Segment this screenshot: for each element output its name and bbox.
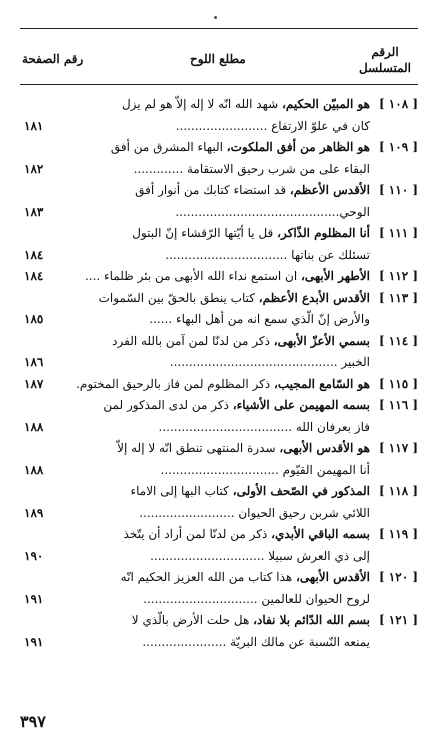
entry-page-number: ١٨٨ [22,460,47,482]
entry-number: [ ١١٨ ] [378,484,418,498]
entry-title: أنا المظلوم الذّاكر، [277,226,370,240]
entry-number: [ ١٢٠ ] [378,570,418,584]
entry-number: [ ١١٩ ] [378,527,418,541]
toc-entry-continuation [22,159,418,181]
entry-continuation-text: لروح الحيوان للعالمين .............................. [143,591,370,606]
toc-entry-line [22,395,418,417]
entry-continuation-text: والأرض إنّ الّذي سمع انه من أهل البهاء ...... [149,312,370,326]
toc-entry-line [22,94,418,116]
toc-entry-line [22,374,418,396]
entry-title: الأطهر الأبهى، [301,269,370,283]
entry-title: الأقدس الأعظم، [289,183,370,197]
entry-continuation-text: فاز بعرفان الله ................................... [158,419,370,434]
entry-number: [ ١١٣ ] [378,290,418,305]
toc-entry-continuation [22,589,418,611]
entry-page-number: ١٩٠ [22,546,47,568]
entry-title: هو الظاهر من أفق الملكوت، [226,140,370,154]
entry-continuation-text: الخبير ............................................ [169,355,370,369]
header-top-rule [20,28,418,29]
toc-entry-continuation [22,116,418,138]
entry-title: هو السّامع المجيب، [274,376,370,391]
entry-continuation-text: إلى ذي العرش سبيلا .............................. [150,548,370,563]
toc-entry-continuation [22,417,418,439]
entry-number: [ ١١٥ ] [378,376,418,391]
entry-page-number: ١٨٥ [22,309,47,331]
toc-entry-line [22,481,418,503]
entry-text: سدرة المنتهى تنطق انّه لا إله إلاّ [117,441,280,455]
entry-text: هل حلت الأرض بالّذي لا [131,613,254,627]
entry-page-number: ١٨١ [22,116,47,138]
entry-title: الأقدس الأبدع الأعظم، [258,290,370,305]
entry-continuation-text: يمنعه النّسبة عن مالك البريّة ...................... [142,634,370,649]
toc-entry-continuation [22,460,418,482]
entry-title: هو المبيّن الحكيم، [281,97,370,111]
toc-entry-line [22,610,418,632]
entry-title: هو الأقدس الأبهى، [279,441,370,455]
entry-page-number: ١٨٦ [22,352,47,374]
entry-number: [ ١١٠ ] [378,183,418,197]
toc-entry-continuation [22,245,418,267]
toc-entry-line [22,438,418,460]
toc-entry-line [22,137,418,159]
entry-title: بسم الله الدّائم بلا نفاد، [253,613,370,627]
toc-entry-line [22,180,418,202]
entry-text: ذكر المظلوم لمن فاز بالرحيق المختوم. [76,376,274,391]
toc-entry-line [22,331,418,353]
toc-entry-line [22,524,418,546]
entry-continuation-text: اللائي شربن رحيق الحيوان ......................... [139,505,370,520]
toc-entry-continuation [22,352,418,374]
entry-text: كتاب البها إلى الاماء [130,484,233,498]
entry-text: قد استضاء كتابك من أنوار أفق [135,183,290,197]
toc-entry-continuation [22,309,418,331]
entry-page-number: ١٨٤ [22,266,47,288]
entry-title: بسمي الأعزّ الأبهى، [273,333,370,348]
toc-entry-continuation [22,632,418,654]
toc-entry-line [22,288,418,310]
toc-entry-line [22,223,418,245]
entry-page-number: ١٨٧ [22,374,47,396]
entry-text: ذكر من لدى المذكور لمن [103,398,233,412]
top-dot [214,16,217,19]
entry-page-number: ١٩١ [22,589,47,611]
toc-entry-continuation [22,546,418,568]
entry-text: ذكر من لدنّا لمن آمن بالله الفرد [112,333,274,348]
entry-title: الأقدس الأبهى، [296,570,370,584]
entry-text: ذكر من لدنّا لمن أراد أن يتّخذ [123,527,272,541]
entry-number: [ ١١٦ ] [378,398,418,412]
page-number: ٣٩٧ [20,712,46,731]
entry-continuation-text: تسئلك عن بناتها ................................ [165,247,370,262]
entry-page-number: ١٨٢ [22,159,47,181]
entry-continuation-text: كان في علوّ الارتفاع ........................ [175,118,370,133]
entry-page-number: ١٨٩ [22,503,47,525]
entry-page-number: ١٨٤ [22,245,47,267]
entry-continuation-text: أنا المهيمن القيّوم ............................... [160,462,370,477]
entry-page-number: ١٩١ [22,632,47,654]
entry-continuation-text: البقاء على من شرب رحيق الاستقامة ............. [133,161,370,176]
entry-title: المذكور في الصّحف الأولى، [232,484,370,498]
entry-text: قل يا أيّتها الرّقشاء إنّ البتول [132,226,278,240]
entry-text: البهاء المشرق من أفق [110,140,227,154]
entry-title: بسمه المهيمن على الأشياء، [232,398,370,412]
entry-number: [ ١١٢ ] [378,269,418,283]
toc-entry-line [22,266,418,288]
entry-text: كتاب ينطق بالحقّ بين السّموات [98,290,259,305]
entry-continuation-text: الوحي........................................... [175,204,370,219]
toc-entry-continuation [22,202,418,224]
header-serial-label: الرقم المتسلسل [358,45,412,75]
entry-number: [ ١١١ ] [378,226,418,240]
entry-text: شهد الله انّه لا إله إلاّ هو لم يزل [121,97,282,111]
entry-page-number: ١٨٨ [22,417,47,439]
entry-number: [ ١١٧ ] [378,441,418,455]
entry-number: [ ١١٤ ] [378,333,418,348]
entry-title: بسمه الباقي الأبدي، [271,527,370,541]
toc-entry-line [22,567,418,589]
header-title-label: مطلع اللوح [190,52,246,66]
entry-text: هذا كتاب من الله العزيز الحكيم انّه [120,570,297,584]
header-bottom-rule [20,84,418,85]
toc-entry-continuation [22,503,418,525]
entry-text: ان استمع نداء الله الأبهى من بئر ظلماء .... [84,269,302,283]
entry-number: [ ١٢١ ] [378,613,418,627]
entry-page-number: ١٨٣ [22,202,47,224]
entry-number: [ ١٠٩ ] [378,140,418,154]
toc-entries [22,94,418,653]
entry-number: [ ١٠٨ ] [378,97,418,111]
header-page-label: رقم الصفحة [22,52,84,66]
